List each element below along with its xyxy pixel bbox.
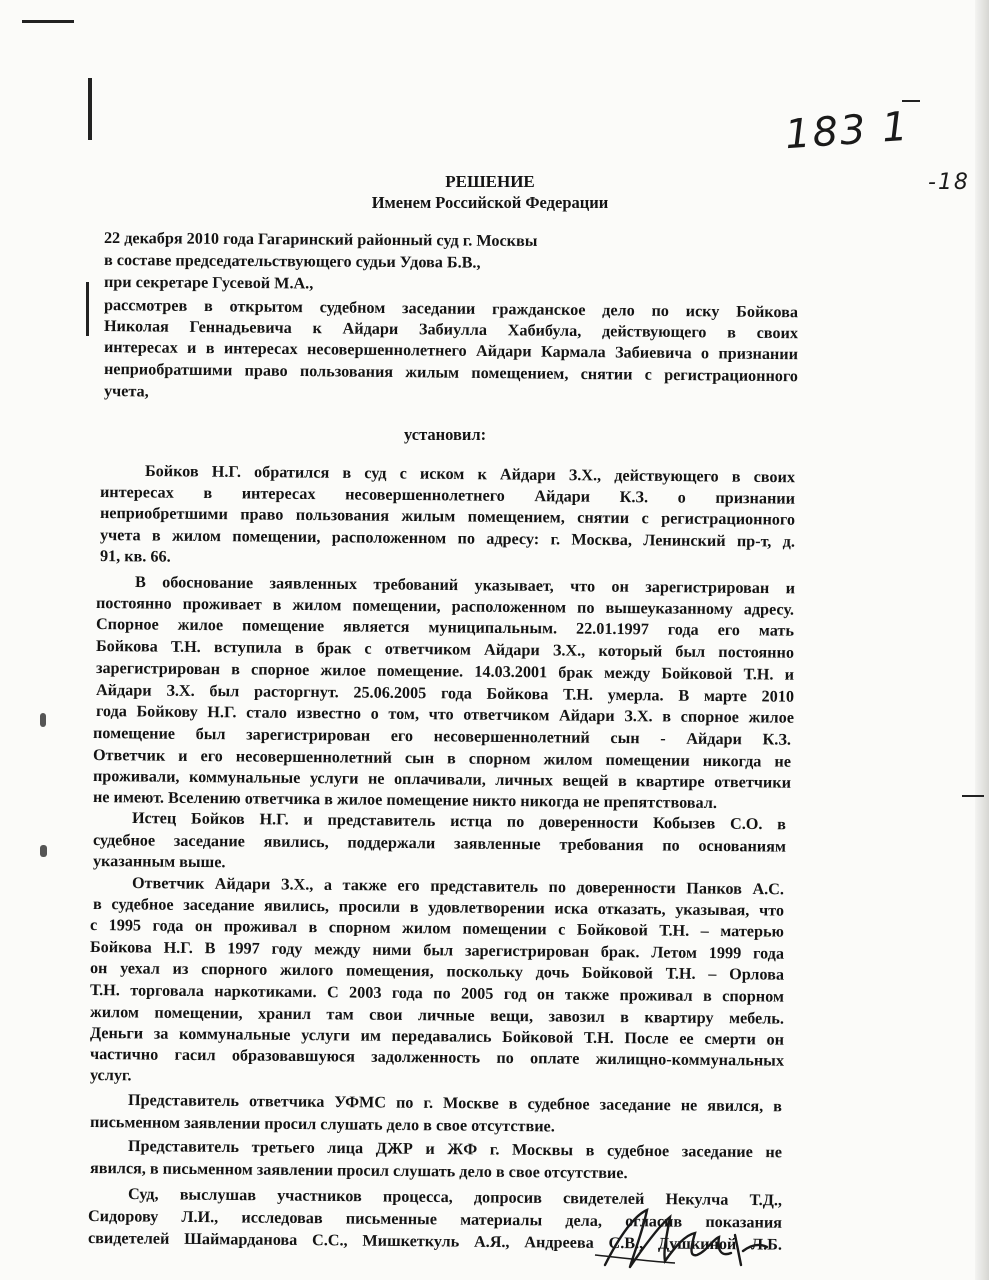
body-line-6: В обоснование заявленных требований указывает, что он зарегистрирован и xyxy=(134,573,796,598)
body-line-29: услуг. xyxy=(89,1066,132,1085)
scan-mark-right xyxy=(962,795,984,797)
body-line-32: Представитель третьего лица ДЖР и ЖФ г. Москвы в судебное заседание не xyxy=(127,1137,783,1162)
header-line-judge: в составе председательствующего судьи Удова Б.В., xyxy=(103,251,481,272)
body-line-10: зарегистрирован в спорное жилое помещение. 14.03.2001 брак между Бойковой Т.Н. и xyxy=(95,659,795,684)
body-line-2: интересах в интересах несовершеннолетнего Айдари К.З. о признании xyxy=(99,483,796,508)
body-line-12: года Бойкову Н.Г. стало известно о том, что ответчиком Айдари З.Х. в спорное жилое xyxy=(95,702,795,727)
body-line-17: Истец Бойков Н.Г. и представитель истца по доверенности Кобызев С.О. в xyxy=(131,809,787,834)
document-subtitle: Именем Российской Федерации xyxy=(371,193,609,212)
preamble-line-5: учета, xyxy=(103,382,149,401)
hole-punch-mark xyxy=(40,713,46,727)
body-line-15: проживали, коммунальные услуги не оплачивали, личных вещей в квартире ответчики xyxy=(92,767,792,792)
body-line-25: Т.Н. торговала наркотиками. С 2003 года по 2005 год он также проживал в спорном xyxy=(89,981,785,1006)
body-line-8: Спорное жилое помещение является муниципальным. 22.01.1997 года его мать xyxy=(95,615,795,640)
hole-punch-mark-2 xyxy=(40,845,47,857)
body-line-26: жилом помещении, хранил там свои личные вещи, завозил в квартиру мебель. xyxy=(89,1003,785,1028)
preamble-line-4: неприобратшими право пользования жилым помещением, снятии с регистрационного xyxy=(103,360,799,386)
body-line-13: помещение был зарегистрирован его несовершеннолетний сын - Айдари К.З. xyxy=(92,724,792,749)
scan-edge xyxy=(975,0,989,1280)
body-line-3: неприобретшими право пользования жилым помещением, снятии с регистрационного xyxy=(99,504,796,529)
preamble-line-3: интересах и в интересах несовершеннолетнего Айдари Кармала Забиевича о признании xyxy=(103,338,799,364)
scan-mark-left xyxy=(88,78,92,140)
handwritten-signature xyxy=(585,1195,785,1275)
body-line-33: явился, в письменном заявлении просил слушать дело в свое отсутствие. xyxy=(89,1159,628,1183)
body-line-30: Представитель ответчика УФМС по г. Москве в судебное заседание не явился, в xyxy=(127,1091,783,1116)
body-line-5: 91, кв. 66. xyxy=(99,547,171,566)
body-line-14: Ответчик и его несовершеннолетний сын в спорном жилом помещении никогда не xyxy=(92,746,792,771)
header-line-secretary: при секретаре Гусевой М.А., xyxy=(103,273,314,293)
preamble-line-2: Николая Геннадьевича к Айдари Забиулла Хабибула, действующего в своих xyxy=(103,317,799,343)
scan-mark-left-2 xyxy=(86,282,89,336)
scan-mark-top-left xyxy=(22,20,74,23)
body-line-18: судебное заседание явились, поддержали заявленные требования по основаниям xyxy=(92,831,787,856)
body-line-7: постоянно проживает в жилом помещении, расположенном по вышеуказанному адресу. xyxy=(95,594,795,619)
preamble-line-1: рассмотрев в открытом судебном заседании гражданское дело по иску Бойкова xyxy=(103,296,799,322)
body-line-21: в судебное заседание явились, просили в удовлетворении иска отказать, указывая, что xyxy=(92,895,785,920)
document-title: РЕШЕНИЕ xyxy=(445,172,535,191)
body-line-24: он уехал из спорного жилого помещения, поскольку дочь Бойковой Т.Н. – Орлова xyxy=(89,959,785,984)
header-line-date: 22 декабря 2010 года Гагаринский районный суд г. Москвы xyxy=(103,229,538,251)
body-line-19: указанным выше. xyxy=(92,852,226,872)
handwritten-side-note: -18 xyxy=(928,170,970,195)
body-line-27: Деньги за коммунальные услуги им передавались Бойковой Т.Н. После ее смерти он xyxy=(89,1024,785,1049)
body-line-20: Ответчик Айдари З.Х., а также его представитель по доверенности Панков А.С. xyxy=(131,874,785,899)
body-line-34: Суд, выслушав участников процесса, допросив свидетелей Некулча Т.Д., xyxy=(127,1185,783,1210)
scan-mark-top-right xyxy=(902,100,920,102)
body-line-4: учета в жилом помещении, расположенном по адресу: г. Москва, Ленинский пр-т, д. xyxy=(99,526,796,551)
body-line-11: Айдари З.Х. был расторгнут. 25.06.2005 года Бойкова Т.Н. умерла. В марте 2010 xyxy=(95,681,795,706)
body-line-35: Сидорову Л.И., исследовав письменные материалы дела, огласив показания xyxy=(87,1207,783,1232)
handwritten-page-number: 183 1 xyxy=(783,103,911,159)
body-line-1: Бойков Н.Г. обратился в суд с иском к Айдари З.Х., действующего в своих xyxy=(144,462,796,487)
body-line-22: с 1995 года он проживал в спорном жилом помещении с Бойковой Т.Н. – матерью xyxy=(89,916,785,941)
body-line-31: письменном заявлении просил слушать дело в свое отсутствие. xyxy=(89,1113,555,1136)
established-heading: установил: xyxy=(404,425,487,444)
body-line-16: не имеют. Вселению ответчика в жилое помещение никто никогда не препятствовал. xyxy=(92,788,718,812)
body-line-9: Бойкова Т.Н. вступила в брак с ответчиком Айдари З.Х., который был постоянно xyxy=(95,637,795,662)
body-line-23: Бойкова Н.Г. В 1997 году между ними был зарегистрирован брак. Летом 1999 года xyxy=(89,938,785,963)
body-line-36: свидетелей Шаймарданова С.С., Мишкеткуль А.Я., Андреева С.В., Душкиной Л.Б. xyxy=(87,1229,783,1254)
body-line-28: частично гасил образовавшуюся задолженность по оплате жилищно-коммунальных xyxy=(89,1045,785,1070)
